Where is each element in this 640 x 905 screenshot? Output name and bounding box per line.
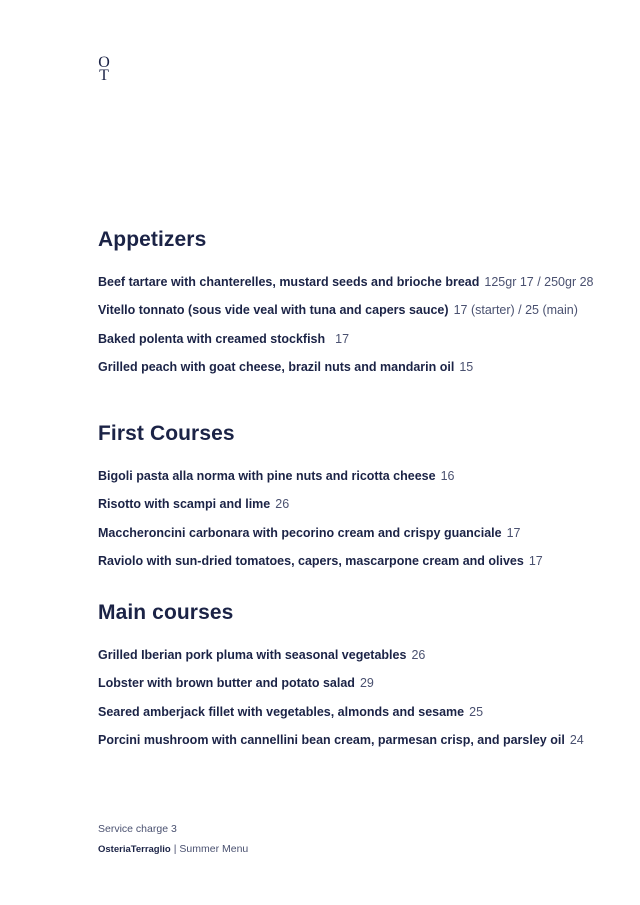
restaurant-logo <box>96 56 112 82</box>
menu-item <box>98 646 618 674</box>
logo-letter-t: T <box>99 67 109 84</box>
dish-name: Baked polenta with creamed stockfish <box>98 331 326 346</box>
dish-price: 125gr 17 / 250gr 28 <box>484 275 594 289</box>
service-charge-value: 3 <box>170 823 177 835</box>
brand-name: OsteriaTerraglio <box>98 844 171 855</box>
dish-price: 26 <box>275 497 290 512</box>
dish-price: 17 <box>506 525 521 540</box>
footer-brand-line <box>98 839 248 860</box>
section-appetizers <box>98 227 618 387</box>
menu-list <box>98 467 618 581</box>
menu-item <box>98 524 618 552</box>
dish-price: 17 (starter) / 25 (main) <box>453 303 578 318</box>
dish-price: 25 <box>469 704 484 719</box>
menu-item <box>98 301 618 329</box>
dish-name: Raviolo with sun-dried tomatoes, capers, mascarpone cream and olives <box>98 554 524 569</box>
section-title: First Courses <box>98 422 235 445</box>
menu-item <box>98 495 618 523</box>
menu-list <box>98 273 618 387</box>
service-charge-label: Service charge <box>98 823 169 835</box>
section-main-courses <box>98 600 618 760</box>
dish-name: Beef tartare with chanterelles, mustard seeds and brioche bread <box>98 275 480 289</box>
dish-name: Lobster with brown butter and potato salad <box>98 676 355 691</box>
menu-item <box>98 358 618 386</box>
dish-price: 17 <box>335 331 350 346</box>
service-charge <box>98 819 248 839</box>
menu-name: Summer Menu <box>179 843 249 855</box>
dish-name: Bigoli pasta alla norma with pine nuts and ricotta cheese <box>98 469 436 483</box>
menu-item <box>98 552 618 580</box>
menu-item <box>98 467 618 495</box>
menu-footer <box>98 819 248 860</box>
dish-name: Maccheroncini carbonara with pecorino cream and crispy guanciale <box>98 525 502 540</box>
menu-list <box>98 646 618 760</box>
section-title: Main courses <box>98 601 234 624</box>
dish-name: Risotto with scampi and lime <box>98 497 271 512</box>
dish-price: 17 <box>528 554 543 569</box>
menu-item <box>98 273 618 301</box>
dish-price: 26 <box>411 648 426 662</box>
dish-name: Grilled Iberian pork pluma with seasonal vegetables <box>98 648 407 662</box>
logo-letter-o: O <box>98 54 110 71</box>
menu-item <box>98 703 618 731</box>
dish-price: 24 <box>569 733 584 748</box>
section-title: Appetizers <box>98 228 207 251</box>
dish-name: Porcini mushroom with cannellini bean cream, parmesan crisp, and parsley oil <box>98 733 565 748</box>
dish-price: 15 <box>459 360 474 375</box>
menu-item <box>98 330 618 358</box>
menu-item <box>98 731 618 759</box>
dish-name: Grilled peach with goat cheese, brazil nuts and mandarin oil <box>98 360 455 375</box>
menu-item <box>98 674 618 702</box>
section-first-courses <box>98 421 618 581</box>
dish-name: Seared amberjack fillet with vegetables, almonds and sesame <box>98 704 465 719</box>
dish-price: 16 <box>440 469 455 483</box>
dish-price: 29 <box>359 676 374 691</box>
footer-separator: | <box>173 843 177 855</box>
dish-name: Vitello tonnato (sous vide veal with tuna and capers sauce) <box>98 303 449 318</box>
